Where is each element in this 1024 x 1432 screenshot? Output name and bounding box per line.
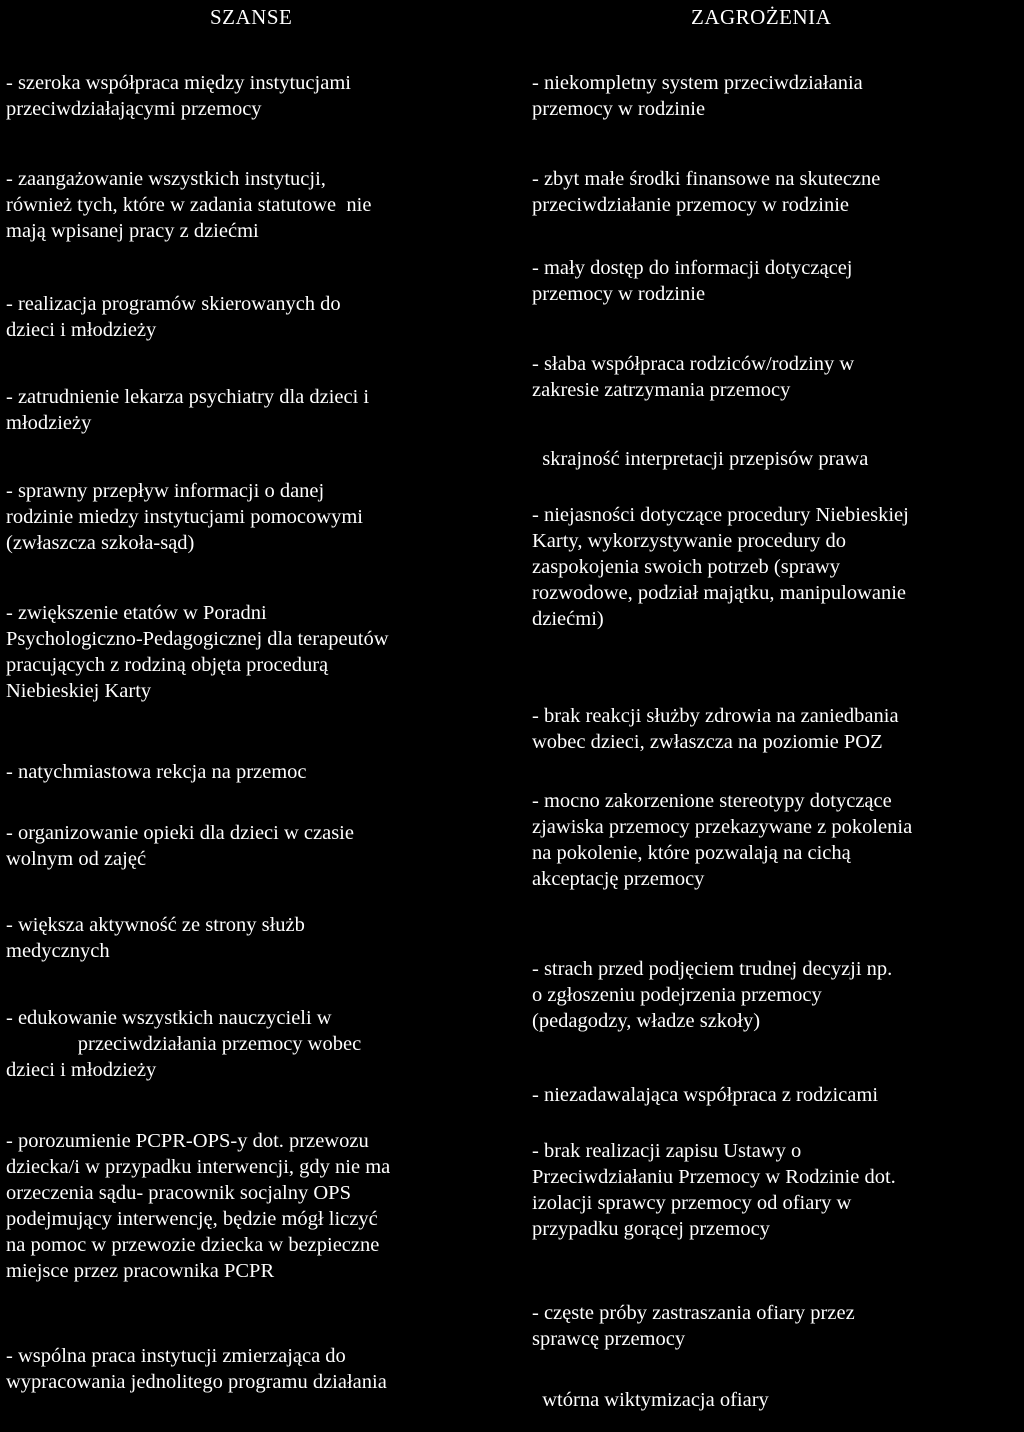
list-item: - organizowanie opieki dla dzieci w czasie wolnym od zajęć	[6, 822, 354, 870]
list-item: - sprawny przepływ informacji o danej rodzinie miedzy instytucjami pomocowymi (zwłaszcza szkoła-sąd)	[6, 480, 363, 554]
list-item: - realizacja programów skierowanych do dzieci i młodzieży	[6, 293, 341, 341]
list-item: - niejasności dotyczące procedury Niebieskiej Karty, wykorzystywanie procedury do zaspokojenia swoich potrzeb (sprawy rozwodowe, podział majątku, manipulowanie dziećmi)	[532, 504, 909, 630]
list-item: - porozumienie PCPR-OPS-y dot. przewozu dziecka/i w przypadku interwencji, gdy nie ma orzeczenia sądu- pracownik socjalny OPS podejmujący interwencję, będzie mógł liczyć na pomoc w przewozie dziecka w bezpieczne miejsce przez pracownika PCPR	[6, 1130, 391, 1282]
list-item: - wspólna praca instytucji zmierzająca do wypracowania jednolitego programu działania	[6, 1345, 387, 1393]
list-item: - strach przed podjęciem trudnej decyzji np. o zgłoszeniu podejrzenia przemocy (pedagodzy, władze szkoły)	[532, 958, 893, 1032]
list-item: - zaangażowanie wszystkich instytucji, również tych, które w zadania statutowe nie mają wpisanej pracy z dziećmi	[6, 168, 372, 242]
list-item: - mały dostęp do informacji dotyczącej przemocy w rodzinie	[532, 257, 853, 305]
column-header-szanse: SZANSE	[210, 5, 293, 29]
column-header-zagrozenia: ZAGROŻENIA	[691, 5, 832, 29]
list-item: - zwiększenie etatów w Poradni Psychologiczno-Pedagogicznej dla terapeutów pracujących z rodziną objęta procedurą Niebieskiej Karty	[6, 602, 389, 702]
list-item: - edukowanie wszystkich nauczycieli w przeciwdziałania przemocy wobec dzieci i młodzieży	[6, 1007, 362, 1081]
list-item: - szeroka współpraca między instytucjami przeciwdziałającymi przemocy	[6, 72, 351, 120]
list-item: - brak realizacji zapisu Ustawy o Przeciwdziałaniu Przemocy w Rodzinie dot. izolacji sprawcy przemocy od ofiary w przypadku gorącej przemocy	[532, 1140, 896, 1240]
list-item: - mocno zakorzenione stereotypy dotyczące zjawiska przemocy przekazywane z pokolenia na pokolenie, które pozwalają na cichą akceptację przemocy	[532, 790, 913, 890]
list-item: wtórna wiktymizacja ofiary	[532, 1389, 769, 1411]
list-item: - zatrudnienie lekarza psychiatry dla dzieci i młodzieży	[6, 386, 370, 434]
list-item: - słaba współpraca rodziców/rodziny w zakresie zatrzymania przemocy	[532, 353, 855, 401]
list-item: - niezadawalająca współpraca z rodzicami	[532, 1084, 879, 1106]
list-item: skrajność interpretacji przepisów prawa	[532, 448, 869, 470]
list-item: - częste próby zastraszania ofiary przez sprawcę przemocy	[532, 1302, 855, 1350]
list-item: - niekompletny system przeciwdziałania przemocy w rodzinie	[532, 72, 863, 120]
list-item: - natychmiastowa rekcja na przemoc	[6, 761, 307, 783]
list-item: - zbyt małe środki finansowe na skuteczne przeciwdziałanie przemocy w rodzinie	[532, 168, 881, 216]
list-item: - większa aktywność ze strony służb medycznych	[6, 914, 305, 962]
list-item: - brak reakcji służby zdrowia na zaniedbania wobec dzieci, zwłaszcza na poziomie POZ	[532, 705, 899, 753]
